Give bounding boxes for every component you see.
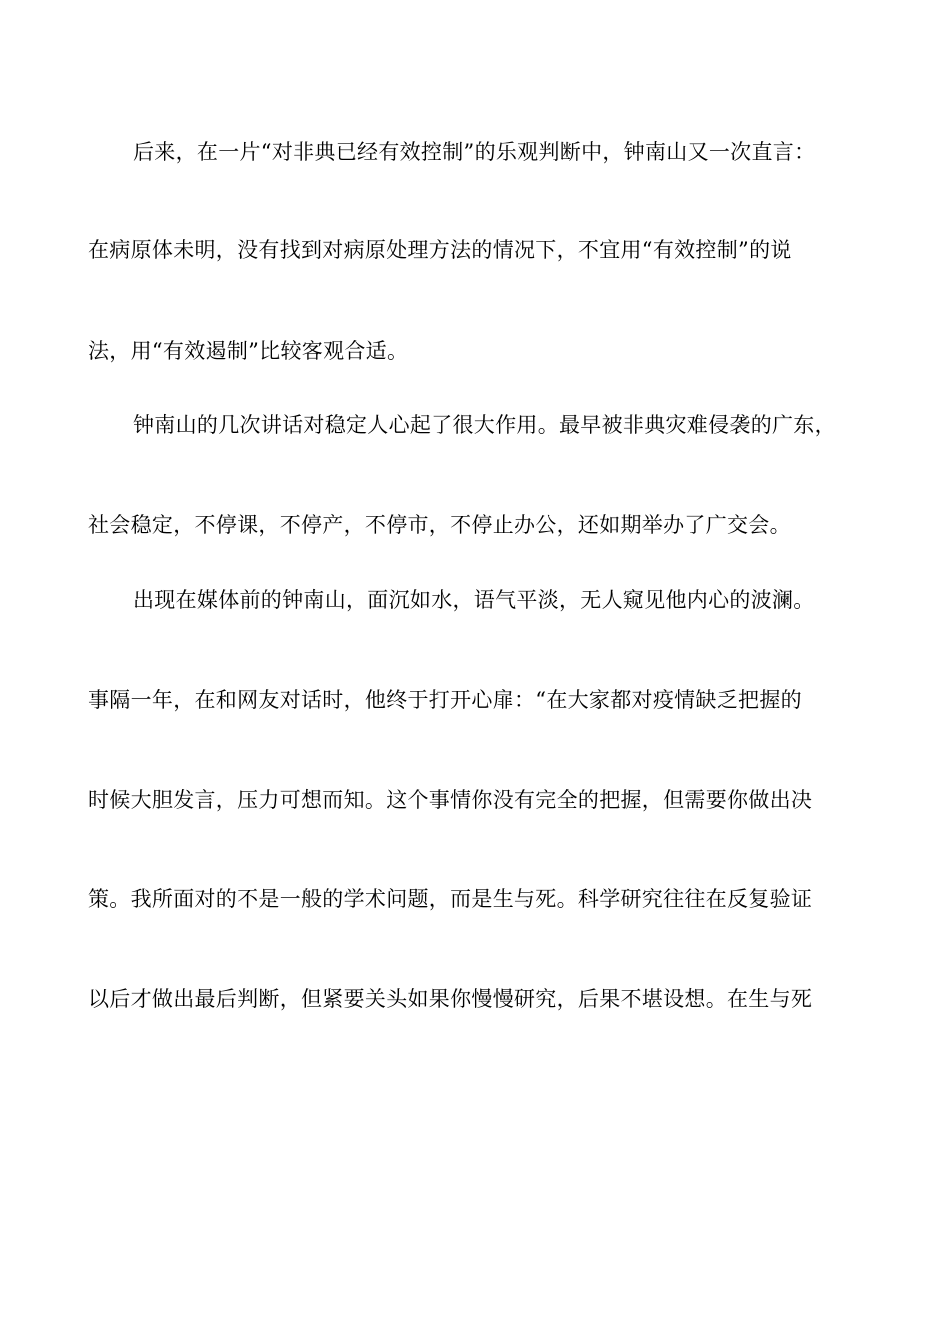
paragraph-1-line-3: 法，用“有效遏制”比较客观合适。	[88, 339, 409, 363]
paragraph-3-line-4: 策。我所面对的不是一般的学术问题，而是生与死。科学研究往往在反复验证	[88, 887, 813, 911]
paragraph-3-line-5: 以后才做出最后判断，但紧要关头如果你慢慢研究，后果不堪设想。在生与死	[88, 987, 813, 1011]
paragraph-1-line-2: 在病原体未明，没有找到对病原处理方法的情况下，不宜用“有效控制”的说	[88, 238, 792, 262]
paragraph-2-line-1: 钟南山的几次讲话对稳定人心起了很大作用。最早被非典灾难侵袭的广东，	[133, 413, 836, 437]
paragraph-3-line-2: 事隔一年，在和网友对话时，他终于打开心扉：“在大家都对疫情缺乏把握的	[88, 688, 802, 712]
paragraph-3-line-1: 出现在媒体前的钟南山，面沉如水，语气平淡，无人窥见他内心的波澜。	[133, 588, 815, 612]
paragraph-2-line-2: 社会稳定，不停课，不停产，不停市，不停止办公，还如期举办了广交会。	[88, 513, 791, 537]
paragraph-3-line-3: 时候大胆发言，压力可想而知。这个事情你没有完全的把握，但需要你做出决	[88, 788, 813, 812]
paragraph-1-line-1: 后来，在一片“对非典已经有效控制”的乐观判断中，钟南山又一次直言：	[133, 140, 816, 164]
